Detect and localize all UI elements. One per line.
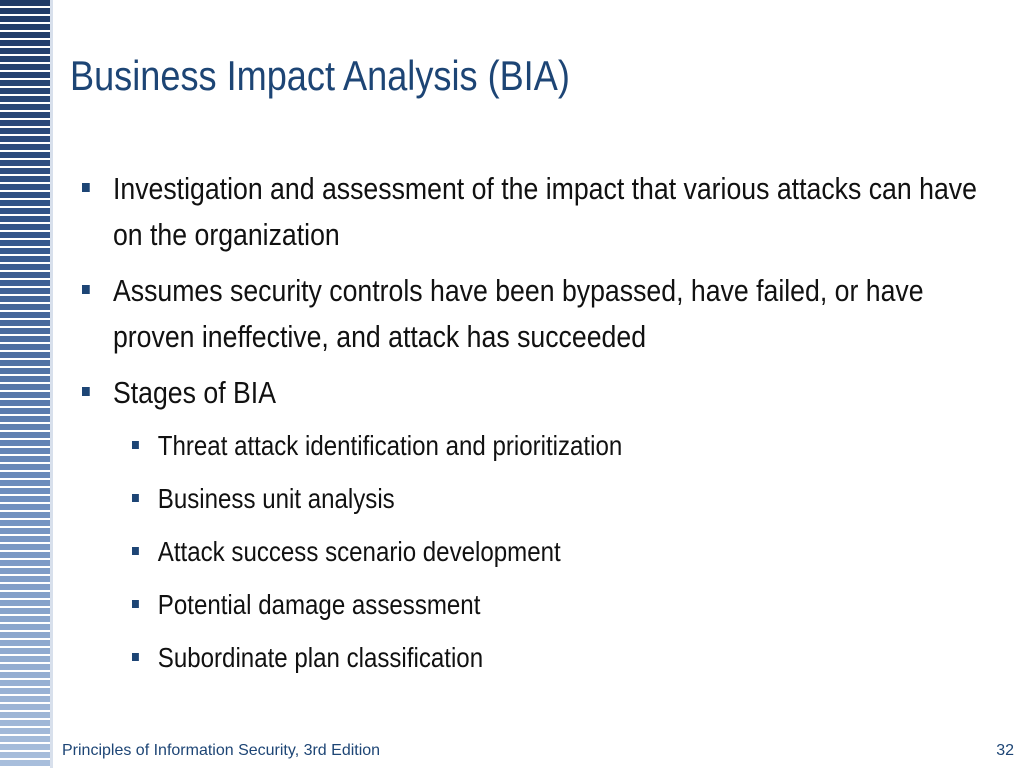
bullet-text: Assumes security controls have been bypassed, have failed, or have proven ineffective, and attack has succeeded	[112, 273, 924, 354]
sub-bullet-text: Attack success scenario development	[157, 536, 561, 567]
sub-bullet-item	[132, 638, 932, 678]
bullet-item	[82, 370, 1007, 416]
bullet-text: Investigation and assessment of the impact that various attacks can have on the organization	[112, 171, 977, 252]
sub-bullet-text: Threat attack identification and prioritization	[157, 430, 623, 461]
square-bullet-icon	[82, 387, 90, 396]
square-bullet-icon	[132, 441, 139, 449]
square-bullet-icon	[132, 547, 139, 555]
footer-book-title: Principles of Information Security, 3rd Edition	[62, 742, 381, 759]
square-bullet-icon	[82, 285, 90, 294]
sub-bullet-text: Subordinate plan classification	[157, 642, 484, 673]
sub-bullet-item	[132, 426, 932, 466]
sub-bullet-item	[132, 532, 932, 572]
square-bullet-icon	[132, 494, 139, 502]
sub-bullet-text: Potential damage assessment	[157, 589, 481, 620]
square-bullet-icon	[82, 183, 90, 192]
sub-bullet-item	[132, 585, 932, 625]
footer-page-number: 32	[996, 742, 1014, 759]
bullet-text: Stages of BIA	[112, 375, 276, 410]
decorative-stripe-bar	[0, 0, 50, 768]
sub-bullet-item	[132, 479, 932, 519]
stripe-divider	[50, 0, 53, 768]
bullet-list	[82, 166, 1022, 691]
sub-bullet-text: Business unit analysis	[157, 483, 395, 514]
square-bullet-icon	[132, 653, 139, 661]
bullet-item	[82, 166, 1007, 258]
bullet-item	[82, 268, 1007, 360]
square-bullet-icon	[132, 600, 139, 608]
slide-title: Business Impact Analysis (BIA)	[70, 52, 570, 99]
